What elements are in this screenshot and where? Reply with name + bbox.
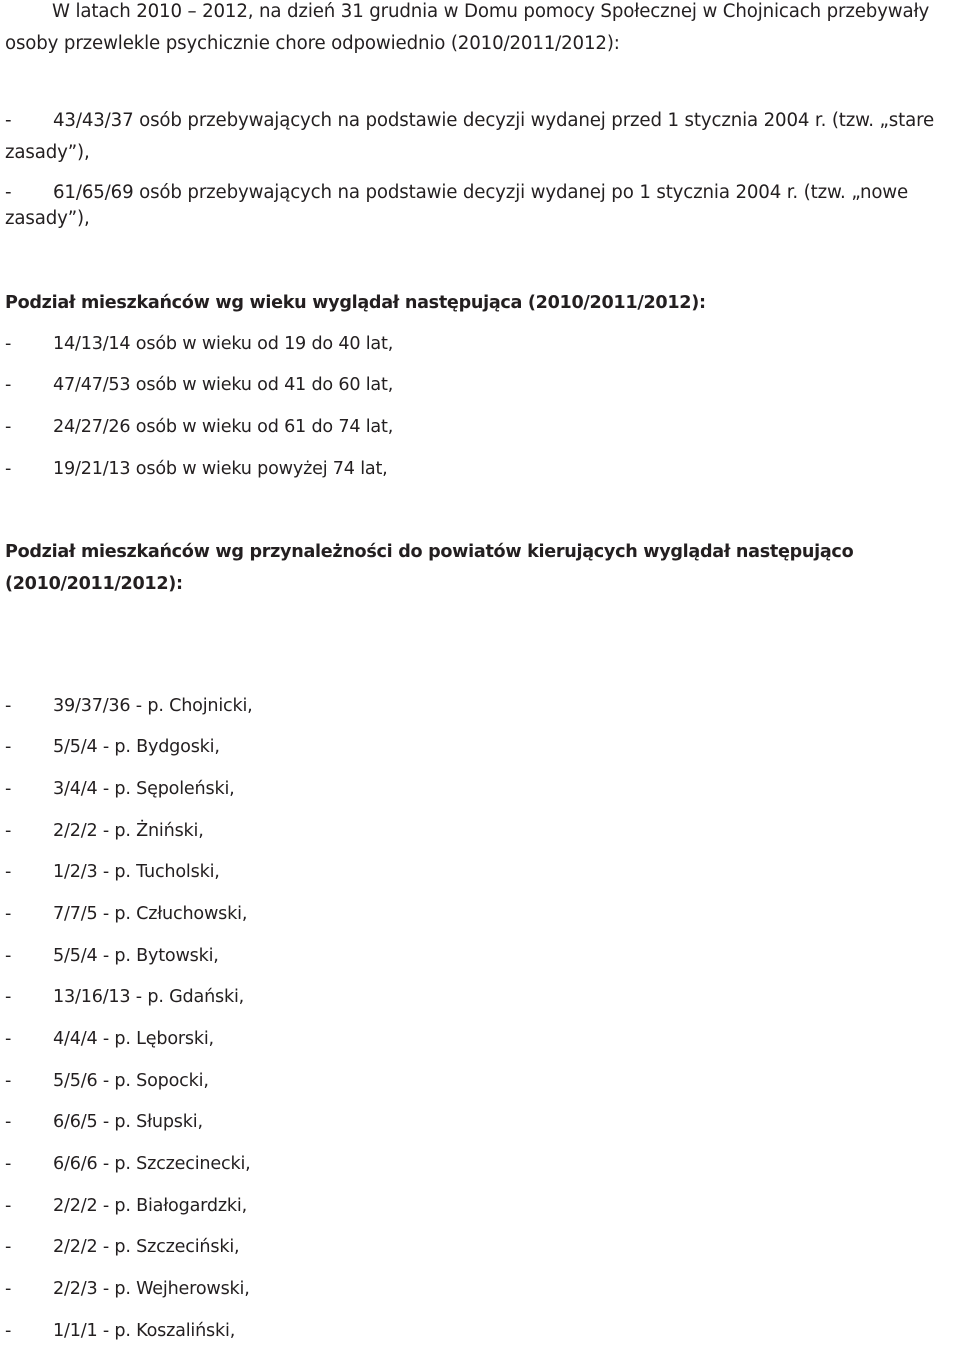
county-item-text: 1/1/1 - p. Koszaliński, xyxy=(53,1321,236,1341)
age-item-text: 24/27/26 osób w wieku od 61 do 74 lat, xyxy=(53,417,394,437)
county-item-text: 5/5/4 - p. Bytowski, xyxy=(53,946,219,966)
bullet-dash: - xyxy=(5,110,12,131)
county-item xyxy=(5,945,219,967)
county-item xyxy=(5,903,247,925)
age-item xyxy=(5,333,393,355)
age-item-text: 19/21/13 osób w wieku powyżej 74 lat, xyxy=(53,459,388,479)
intro-item-1-text: 43/43/37 osób przebywających na podstawie decyzji wydanej przed 1 stycznia 2004 r. (tzw. „stare xyxy=(53,110,935,131)
county-item xyxy=(5,1236,239,1258)
county-item xyxy=(5,1195,247,1217)
county-item-text: 6/6/5 - p. Słupski, xyxy=(53,1112,203,1132)
county-item-text: 7/7/5 - p. Człuchowski, xyxy=(53,904,248,924)
bullet-dash: - xyxy=(5,334,12,354)
intro-item-1-continuation: zasady”), xyxy=(5,142,90,163)
county-item-text: 6/6/6 - p. Szczecinecki, xyxy=(53,1154,251,1174)
county-item xyxy=(5,778,235,800)
age-item-text: 47/47/53 osób w wieku od 41 do 60 lat, xyxy=(53,375,394,395)
county-item xyxy=(5,1070,209,1092)
intro-line-2: osoby przewlekle psychicznie chore odpowiednio (2010/2011/2012): xyxy=(5,33,620,54)
age-item xyxy=(5,458,388,480)
bullet-dash: - xyxy=(5,1196,12,1216)
bullet-dash: - xyxy=(5,1112,12,1132)
bullet-dash: - xyxy=(5,375,12,395)
county-item xyxy=(5,736,220,758)
county-item-text: 39/37/36 - p. Chojnicki, xyxy=(53,696,253,716)
county-item xyxy=(5,986,244,1008)
age-item xyxy=(5,416,393,438)
bullet-dash: - xyxy=(5,737,12,757)
county-item-text: 3/4/4 - p. Sępoleński, xyxy=(53,779,235,799)
county-item xyxy=(5,1153,251,1175)
bullet-dash: - xyxy=(5,862,12,882)
county-item xyxy=(5,1320,235,1342)
county-item xyxy=(5,1028,214,1050)
age-heading: Podział mieszkańców wg wieku wyglądał następująca (2010/2011/2012): xyxy=(5,293,706,313)
bullet-dash: - xyxy=(5,1321,12,1341)
county-item xyxy=(5,1111,203,1133)
bullet-dash: - xyxy=(5,987,12,1007)
county-item-text: 5/5/6 - p. Sopocki, xyxy=(53,1071,209,1091)
bullet-dash: - xyxy=(5,1071,12,1091)
bullet-dash: - xyxy=(5,904,12,924)
county-item-text: 2/2/2 - p. Żniński, xyxy=(53,821,204,841)
intro-line-1: W latach 2010 – 2012, na dzień 31 grudnia w Domu pomocy Społecznej w Chojnicach przebywały xyxy=(52,1,930,22)
county-item xyxy=(5,820,204,842)
bullet-dash: - xyxy=(5,1279,12,1299)
county-item xyxy=(5,1278,250,1300)
age-item-text: 14/13/14 osób w wieku od 19 do 40 lat, xyxy=(53,334,394,354)
intro-item-1 xyxy=(5,110,934,132)
county-item-text: 2/2/2 - p. Szczeciński, xyxy=(53,1237,240,1257)
bullet-dash: - xyxy=(5,946,12,966)
bullet-dash: - xyxy=(5,1029,12,1049)
bullet-dash: - xyxy=(5,821,12,841)
age-item xyxy=(5,374,393,396)
county-item-text: 2/2/2 - p. Białogardzki, xyxy=(53,1196,247,1216)
county-item-text: 13/16/13 - p. Gdański, xyxy=(53,987,245,1007)
county-item-text: 5/5/4 - p. Bydgoski, xyxy=(53,737,220,757)
intro-item-2-continuation: zasady”), xyxy=(5,208,90,229)
bullet-dash: - xyxy=(5,182,12,203)
intro-item-2 xyxy=(5,182,908,204)
bullet-dash: - xyxy=(5,779,12,799)
county-heading-line-1: Podział mieszkańców wg przynależności do powiatów kierujących wyglądał następująco xyxy=(5,542,854,562)
bullet-dash: - xyxy=(5,1154,12,1174)
bullet-dash: - xyxy=(5,696,12,716)
bullet-dash: - xyxy=(5,1237,12,1257)
bullet-dash: - xyxy=(5,417,12,437)
county-item xyxy=(5,695,253,717)
county-item-text: 4/4/4 - p. Lęborski, xyxy=(53,1029,214,1049)
county-item xyxy=(5,861,220,883)
county-item-text: 2/2/3 - p. Wejherowski, xyxy=(53,1279,250,1299)
county-item-text: 1/2/3 - p. Tucholski, xyxy=(53,862,220,882)
bullet-dash: - xyxy=(5,459,12,479)
intro-item-2-text: 61/65/69 osób przebywających na podstawie decyzji wydanej po 1 stycznia 2004 r. (tzw. „nowe xyxy=(53,182,909,203)
county-heading-line-2: (2010/2011/2012): xyxy=(5,574,183,594)
